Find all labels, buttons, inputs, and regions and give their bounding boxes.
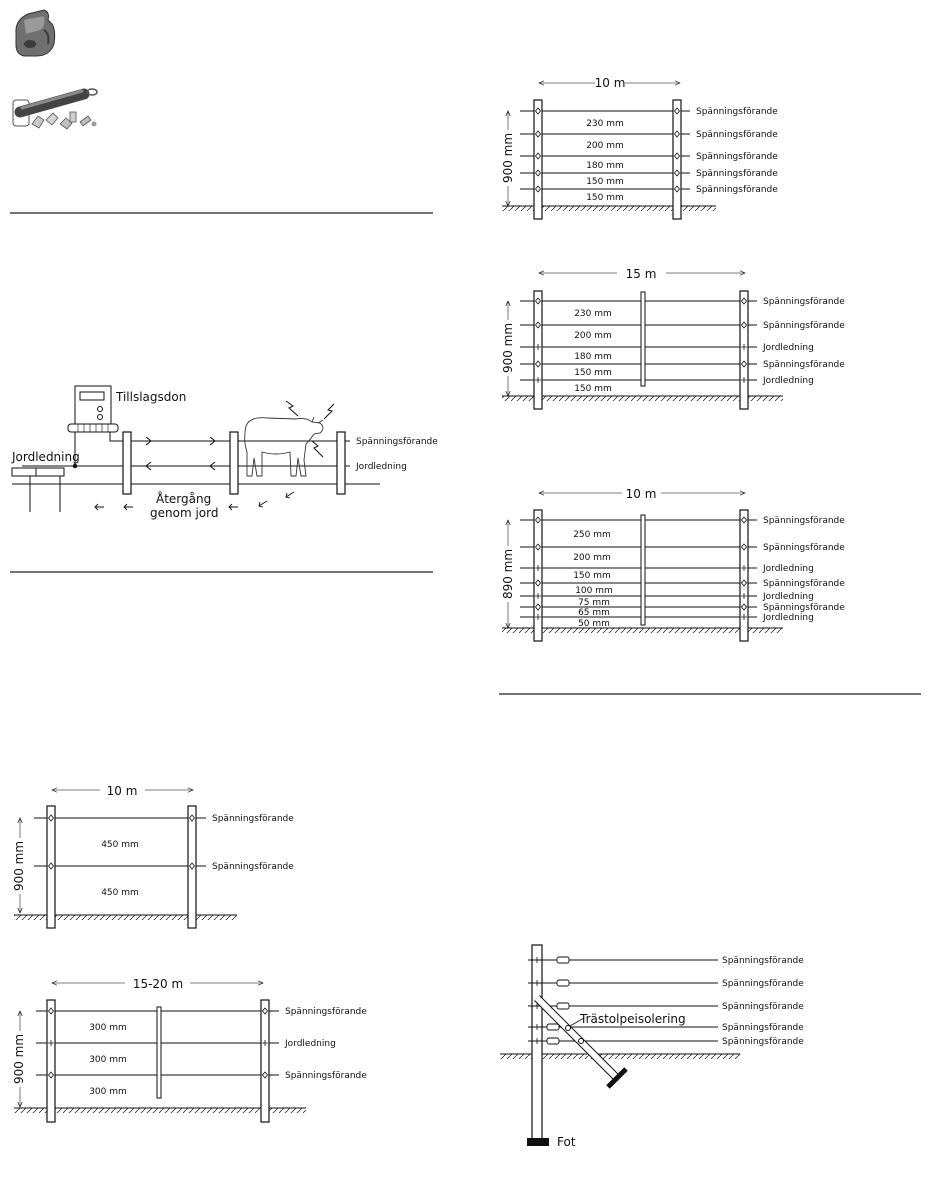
gap-label: 150 mm	[574, 368, 612, 378]
fence-diagram-a	[10, 784, 294, 928]
height-label: 900 mm	[12, 1033, 26, 1085]
insulator-icon	[16, 10, 55, 56]
wood-insulator-label: Trästolpeisolering	[580, 1012, 686, 1026]
circuit-diagram	[11, 386, 438, 520]
gap-label: 50 mm	[578, 619, 610, 629]
span-label: 15-20 m	[132, 977, 184, 991]
span-label: 10 m	[625, 487, 657, 501]
return-label-2: genom jord	[150, 506, 219, 520]
wire-label: Spänningsförande	[763, 579, 845, 589]
fence-diagram-f	[500, 945, 804, 1149]
wire-label: Spänningsförande	[696, 185, 778, 195]
gap-label: 450 mm	[101, 888, 139, 898]
return-label-1: Återgång	[156, 492, 212, 506]
span-label: 10 m	[594, 76, 626, 90]
wire-label: Jordledning	[763, 613, 814, 623]
wire-label: Spänningsförande	[763, 543, 845, 553]
foot-label: Fot	[557, 1135, 576, 1149]
wire-label: Spänningsförande	[763, 516, 845, 526]
span-label: 10 m	[106, 784, 138, 798]
gap-label: 150 mm	[586, 177, 624, 187]
wire-label: Jordledning	[763, 376, 814, 386]
wire-label: Spänningsförande	[763, 360, 845, 370]
wire-label: Spänningsförande	[285, 1007, 367, 1017]
wire-label: Jordledning	[763, 343, 814, 353]
gap-label: 200 mm	[586, 141, 624, 151]
gap-label: 180 mm	[574, 352, 612, 362]
circuit-live-label: Spänningsförande	[356, 437, 438, 447]
wire-label: Spänningsförande	[763, 297, 845, 307]
wire-label: Spänningsförande	[722, 1002, 804, 1012]
cow-icon	[245, 417, 323, 476]
wire-label: Spänningsförande	[212, 814, 294, 824]
tensioner-kit-icon	[13, 89, 97, 129]
ground-rod-icon	[12, 468, 64, 512]
gap-label: 300 mm	[89, 1055, 127, 1065]
gap-label: 230 mm	[586, 119, 624, 129]
gap-label: 150 mm	[586, 193, 624, 203]
gap-label: 180 mm	[586, 161, 624, 171]
span-label: 15 m	[625, 267, 657, 281]
height-label: 900 mm	[501, 322, 515, 374]
wire-label: Spänningsförande	[722, 1023, 804, 1033]
earth-label: Jordledning	[12, 450, 80, 464]
wire-label: Spänningsförande	[722, 979, 804, 989]
gap-label: 100 mm	[575, 586, 613, 596]
lightning-icon	[286, 401, 334, 457]
wire-label: Spänningsförande	[696, 169, 778, 179]
wire-label: Jordledning	[285, 1039, 336, 1049]
wire-label: Spänningsförande	[722, 1037, 804, 1047]
wire-label: Jordledning	[763, 564, 814, 574]
gap-label: 300 mm	[89, 1023, 127, 1033]
gap-label: 200 mm	[574, 331, 612, 341]
gap-label: 200 mm	[573, 553, 611, 563]
wire-label: Spänningsförande	[696, 107, 778, 117]
height-label: 900 mm	[501, 132, 515, 184]
gap-label: 230 mm	[574, 309, 612, 319]
fence-diagram-b	[10, 977, 367, 1122]
foot-plate	[527, 1138, 549, 1146]
energizer-icon	[68, 386, 118, 432]
fence-diagram-c	[498, 76, 778, 219]
wire-label: Jordledning	[763, 592, 814, 602]
fence-diagram-e	[498, 487, 845, 641]
wire-label: Spänningsförande	[696, 130, 778, 140]
wire-label: Spänningsförande	[763, 603, 845, 613]
energizer-label: Tillslagsdon	[116, 390, 187, 404]
gap-label: 65 mm	[578, 608, 610, 618]
gap-label: 250 mm	[573, 530, 611, 540]
wire-label: Spänningsförande	[212, 862, 294, 872]
height-label: 890 mm	[501, 548, 515, 600]
wire-label: Spänningsförande	[722, 956, 804, 966]
gap-label: 75 mm	[578, 598, 610, 608]
gap-label: 150 mm	[573, 571, 611, 581]
height-label: 900 mm	[12, 840, 26, 892]
gap-label: 450 mm	[101, 840, 139, 850]
circuit-earth-label: Jordledning	[356, 462, 407, 472]
gap-label: 300 mm	[89, 1087, 127, 1097]
wire-label: Spänningsförande	[285, 1071, 367, 1081]
wire-label: Spänningsförande	[763, 321, 845, 331]
wire-label: Spänningsförande	[696, 152, 778, 162]
fence-diagram-d	[498, 267, 845, 409]
gap-label: 150 mm	[574, 384, 612, 394]
